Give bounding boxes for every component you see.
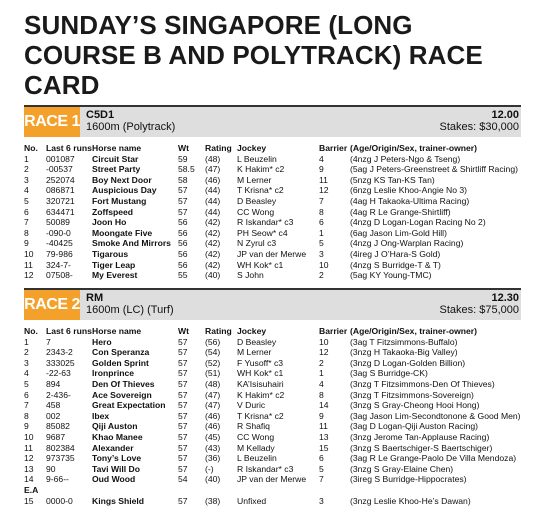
rating: (36) — [205, 453, 221, 464]
horse-details: (3nzg S Gray-Elaine Chen) — [350, 463, 454, 474]
horse-details: (3ag T Fitzsimmons-Buffalo) — [350, 336, 458, 347]
jockey: F Yusoff* c3 — [237, 357, 284, 368]
runner-number: 12 — [24, 453, 34, 464]
weight: 57 — [178, 389, 188, 400]
weight: 58.5 — [178, 164, 195, 175]
runner-number: 3 — [24, 174, 29, 185]
last-six-runs: 634471 — [46, 206, 75, 217]
runner-number: 13 — [24, 463, 34, 474]
runner-number: 11 — [24, 259, 33, 270]
horse-name: Tavi Will Do — [92, 463, 140, 474]
last-six-runs: 9-66-- — [46, 474, 69, 485]
last-six-runs: 2-436- — [46, 389, 71, 400]
rating: (48) — [205, 378, 221, 389]
horse-name: Con Speranza — [92, 347, 150, 358]
col-header-barrier: Barrier — [319, 143, 348, 153]
runner-number: 7 — [24, 217, 29, 228]
table-row — [24, 474, 521, 485]
race-number-badge: RACE 1 — [24, 107, 80, 137]
weight: 57 — [178, 357, 188, 368]
table-row — [24, 496, 521, 507]
col-header-barrier: Barrier — [319, 326, 348, 336]
runner-number: 1 — [24, 336, 29, 347]
emergency-acceptor-label: E.A — [24, 484, 39, 495]
barrier: 1 — [319, 227, 324, 238]
last-six-runs: 7 — [46, 336, 51, 347]
weight: 57 — [178, 347, 188, 358]
col-header-no: No. — [24, 143, 38, 153]
horse-details: (3ireg S Burridge-Hippocrates) — [350, 474, 467, 485]
race-class: C5D1 — [86, 109, 115, 121]
horse-details: (4nzg D Logan-Logan Racing No 2) — [350, 217, 486, 228]
runner-number: 8 — [24, 410, 29, 421]
runner-number: 7 — [24, 400, 29, 411]
last-six-runs: 458 — [46, 400, 61, 411]
horse-details: (6nzg Leslie Khoo-Angie No 3) — [350, 185, 468, 196]
last-six-runs: 07508- — [46, 270, 73, 281]
weight: 54 — [178, 474, 188, 485]
horse-name: Joon Ho — [92, 217, 127, 228]
rating: (56) — [205, 336, 221, 347]
last-six-runs: 85082 — [46, 421, 70, 432]
table-row — [24, 164, 521, 175]
barrier: 11 — [319, 174, 328, 185]
race-2-section — [24, 288, 521, 506]
table-row — [24, 217, 521, 228]
jockey: M Lerner — [237, 347, 272, 358]
rating: (38) — [205, 495, 221, 506]
last-six-runs: -090-0 — [46, 227, 71, 238]
jockey: JP van der Merwe — [237, 474, 307, 485]
table-row — [24, 421, 521, 432]
race-number-badge: RACE 2 — [24, 290, 80, 320]
barrier: 6 — [319, 217, 324, 228]
runner-number: 6 — [24, 389, 29, 400]
runner-number: 9 — [24, 421, 29, 432]
horse-name: Smoke And Mirrors — [92, 238, 171, 249]
col-header-info: (Age/Origin/Sex, trainer-owner) — [350, 143, 478, 153]
runners-table — [24, 143, 521, 281]
table-row — [24, 443, 521, 454]
table-row — [24, 175, 521, 186]
horse-details: (3nzg Jerome Tan-Applause Racing) — [350, 431, 490, 442]
jockey: PH Seow* c4 — [237, 227, 288, 238]
rating: (44) — [205, 195, 221, 206]
weight: 57 — [178, 206, 188, 217]
rating: (48) — [205, 153, 221, 164]
runner-number: 2 — [24, 164, 29, 175]
rating: (44) — [205, 185, 221, 196]
jockey: L Beuzelin — [237, 453, 277, 464]
weight: 57 — [178, 442, 188, 453]
weight: 57 — [178, 495, 188, 506]
runner-number: 8 — [24, 227, 29, 238]
horse-name: Ibex — [92, 410, 110, 421]
barrier: 10 — [319, 336, 329, 347]
horse-details: (4nzg J Ong-Warplan Racing) — [350, 238, 464, 249]
table-row — [24, 379, 521, 390]
rating: (46) — [205, 421, 221, 432]
runners-table — [24, 326, 521, 506]
horse-details: (3ag Jason Lim-Secondtonone & Good Men) — [350, 410, 521, 421]
table-row — [24, 347, 521, 358]
horse-name: Ace Sovereign — [92, 389, 152, 400]
rating: (-) — [205, 463, 214, 474]
jockey: D Beasley — [237, 336, 277, 347]
runner-number: 5 — [24, 378, 29, 389]
jockey: KA’Isisuhairi — [237, 378, 284, 389]
barrier: 7 — [319, 195, 324, 206]
horse-name: Boy Next Door — [92, 174, 152, 185]
last-six-runs: 90 — [46, 463, 56, 474]
last-six-runs: 320721 — [46, 195, 75, 206]
horse-name: Golden Sprint — [92, 357, 149, 368]
barrier: 5 — [319, 238, 324, 249]
horse-details: (6ag Jason Lim-Gold Hill) — [350, 227, 447, 238]
rating: (45) — [205, 431, 221, 442]
rating: (42) — [205, 259, 221, 270]
race-class: RM — [86, 292, 104, 304]
table-row — [24, 270, 521, 281]
weight: 55 — [178, 270, 188, 281]
weight: 57 — [178, 185, 188, 196]
last-six-runs: 973735 — [46, 453, 75, 464]
jockey: V Duric — [237, 400, 266, 411]
runner-number: 15 — [24, 495, 34, 506]
horse-name: Oud Wood — [92, 474, 136, 485]
weight: 56 — [178, 259, 188, 270]
barrier: 15 — [319, 442, 329, 453]
barrier: 7 — [319, 474, 324, 485]
col-header-rating: Rating — [205, 326, 232, 336]
runner-number: 3 — [24, 357, 29, 368]
horse-details: (3nzg H Takaoka-Big Valley) — [350, 347, 458, 358]
last-six-runs: -00537 — [46, 164, 73, 175]
last-six-runs: 50089 — [46, 217, 70, 228]
last-six-runs: 894 — [46, 378, 61, 389]
table-row — [24, 411, 521, 422]
col-header-form: Last 6 runs — [46, 326, 92, 336]
barrier: 3 — [319, 248, 324, 259]
horse-details: (3nzg Leslie Khoo-He’s Dawan) — [350, 495, 471, 506]
horse-details: (3nzg S Gray-Cheong Hooi Hong) — [350, 400, 480, 411]
last-six-runs: 001087 — [46, 153, 75, 164]
barrier: 14 — [319, 400, 329, 411]
rating: (46) — [205, 410, 221, 421]
weight: 57 — [178, 453, 188, 464]
horse-name: Fort Mustang — [92, 195, 147, 206]
table-row — [24, 432, 521, 443]
race-course: 1600m (LC) (Turf) — [86, 304, 174, 316]
barrier: 8 — [319, 389, 324, 400]
horse-details: (4nzg J Peters-Ngo & Tseng) — [350, 153, 461, 164]
horse-name: Khao Manee — [92, 431, 143, 442]
runners-list — [24, 337, 521, 507]
emergency-acceptor-row — [24, 485, 521, 496]
barrier: 4 — [319, 378, 324, 389]
horse-name: Ironprince — [92, 368, 135, 379]
rating: (42) — [205, 248, 221, 259]
horse-name: Alexander — [92, 442, 134, 453]
last-six-runs: 79-986 — [46, 248, 73, 259]
col-header-weight: Wt — [178, 143, 189, 153]
barrier: 6 — [319, 453, 324, 464]
horse-name: Street Party — [92, 164, 141, 175]
last-six-runs: 333025 — [46, 357, 75, 368]
race-course: 1600m (Polytrack) — [86, 121, 176, 133]
runner-number: 10 — [24, 248, 34, 259]
table-row — [24, 207, 521, 218]
table-row — [24, 400, 521, 411]
col-header-jockey: Jockey — [237, 143, 267, 153]
last-six-runs: 002 — [46, 410, 61, 421]
horse-name: Den Of Thieves — [92, 378, 155, 389]
runner-number: 12 — [24, 270, 34, 281]
rating: (44) — [205, 206, 221, 217]
weight: 58 — [178, 174, 188, 185]
col-header-info: (Age/Origin/Sex, trainer-owner) — [350, 326, 478, 336]
race-time: 12.00 — [491, 109, 519, 121]
rating: (40) — [205, 270, 221, 281]
table-row — [24, 238, 521, 249]
weight: 59 — [178, 153, 188, 164]
horse-details: (4ag H Takaoka-Ultima Racing) — [350, 195, 470, 206]
weight: 56 — [178, 248, 188, 259]
horse-name: Qiji Auston — [92, 421, 138, 432]
last-six-runs: -40425 — [46, 238, 73, 249]
barrier: 12 — [319, 185, 329, 196]
table-header-row — [24, 143, 521, 154]
runner-number: 6 — [24, 206, 29, 217]
table-row — [24, 249, 521, 260]
col-header-form: Last 6 runs — [46, 143, 92, 153]
runner-number: 2 — [24, 347, 29, 358]
race-time: 12.30 — [491, 292, 519, 304]
last-six-runs: 086871 — [46, 185, 75, 196]
rating: (43) — [205, 442, 221, 453]
runner-number: 10 — [24, 431, 34, 442]
barrier: 5 — [319, 463, 324, 474]
rating: (42) — [205, 227, 221, 238]
jockey: T Krisna* c2 — [237, 185, 284, 196]
runner-number: 14 — [24, 474, 34, 485]
jockey: WH Kok* c1 — [237, 259, 284, 270]
horse-name: Tigarous — [92, 248, 129, 259]
weight: 57 — [178, 378, 188, 389]
runner-number: 9 — [24, 238, 29, 249]
race-stakes: Stakes: $30,000 — [439, 121, 519, 133]
last-six-runs: 324-7- — [46, 259, 71, 270]
horse-details: (5nzg KS Tan-KS Tan) — [350, 174, 435, 185]
runner-number: 4 — [24, 368, 29, 379]
table-row — [24, 368, 521, 379]
horse-details: (3ag R Le Grange-Paolo De Villa Mendoza) — [350, 453, 517, 464]
weight: 57 — [178, 195, 188, 206]
barrier: 12 — [319, 347, 329, 358]
runner-number: 4 — [24, 185, 29, 196]
col-header-jockey: Jockey — [237, 326, 267, 336]
weight: 57 — [178, 431, 188, 442]
jockey: R Shafiq — [237, 421, 270, 432]
runner-number: 11 — [24, 442, 33, 453]
race-header — [24, 105, 521, 137]
jockey: JP van der Merwe — [237, 248, 307, 259]
jockey: D Beasley — [237, 195, 277, 206]
horse-name: Circuit Star — [92, 153, 139, 164]
jockey: M Lerner — [237, 174, 272, 185]
page-title: SUNDAY’S SINGAPORE (LONG COURSE B AND POLYTRACK) RACE CARD — [24, 10, 483, 100]
last-six-runs: 9687 — [46, 431, 66, 442]
runner-number: 5 — [24, 195, 29, 206]
table-row — [24, 260, 521, 271]
last-six-runs: 2343-2 — [46, 347, 73, 358]
table-row — [24, 154, 521, 165]
race-1-section — [24, 105, 521, 281]
col-header-horse: Horse name — [92, 143, 142, 153]
jockey: T Krisna* c2 — [237, 410, 284, 421]
horse-details: (3nzg D Logan-Golden Billion) — [350, 357, 466, 368]
rating: (40) — [205, 474, 221, 485]
weight: 57 — [178, 400, 188, 411]
horse-details: (4nzg S Burridge-T & T) — [350, 259, 441, 270]
last-six-runs: 252074 — [46, 174, 75, 185]
table-row — [24, 228, 521, 239]
jockey: CC Wong — [237, 431, 275, 442]
weight: 56 — [178, 227, 188, 238]
horse-details: (3ag S Burridge-CK) — [350, 368, 428, 379]
jockey: R Iskandar* c3 — [237, 463, 294, 474]
rating: (54) — [205, 347, 221, 358]
col-header-weight: Wt — [178, 326, 189, 336]
table-row — [24, 390, 521, 401]
col-header-horse: Horse name — [92, 326, 142, 336]
barrier: 2 — [319, 357, 324, 368]
table-row — [24, 453, 521, 464]
horse-details: (5ag KY Young-TMC) — [350, 270, 432, 281]
weight: 57 — [178, 410, 188, 421]
race-stakes: Stakes: $75,000 — [439, 304, 519, 316]
barrier: 4 — [319, 153, 324, 164]
table-row — [24, 337, 521, 348]
rating: (51) — [205, 368, 221, 379]
rating: (42) — [205, 238, 221, 249]
jockey: M Kellady — [237, 442, 275, 453]
jockey: L Beuzelin — [237, 153, 277, 164]
horse-details: (3ag D Logan-Qiji Auston Racing) — [350, 421, 479, 432]
table-row — [24, 358, 521, 369]
rating: (47) — [205, 400, 221, 411]
jockey: Unfixed — [237, 495, 267, 506]
last-six-runs: 0000-0 — [46, 495, 73, 506]
col-header-rating: Rating — [205, 143, 232, 153]
horse-name: Auspicious Day — [92, 185, 157, 196]
last-six-runs: -22-63 — [46, 368, 71, 379]
barrier: 9 — [319, 164, 324, 175]
jockey: K Hakim* c2 — [237, 164, 285, 175]
rating: (52) — [205, 357, 221, 368]
jockey: S John — [237, 270, 264, 281]
jockey: K Hakim* c2 — [237, 389, 285, 400]
horse-name: Kings Shield — [92, 495, 145, 506]
last-six-runs: 802384 — [46, 442, 75, 453]
horse-name: Hero — [92, 336, 112, 347]
runner-number: 1 — [24, 153, 29, 164]
barrier: 8 — [319, 206, 324, 217]
table-row — [24, 464, 521, 475]
barrier: 3 — [319, 495, 324, 506]
jockey: CC Wong — [237, 206, 275, 217]
barrier: 10 — [319, 259, 329, 270]
horse-name: Great Expectation — [92, 400, 166, 411]
weight: 57 — [178, 368, 188, 379]
table-header-row — [24, 326, 521, 337]
barrier: 11 — [319, 421, 328, 432]
jockey: N Zyrul c3 — [237, 238, 277, 249]
rating: (47) — [205, 164, 221, 175]
rating: (47) — [205, 389, 221, 400]
horse-name: Tony’s Love — [92, 453, 142, 464]
barrier: 13 — [319, 431, 329, 442]
rating: (42) — [205, 217, 221, 228]
rating: (46) — [205, 174, 221, 185]
race-header — [24, 288, 521, 320]
weight: 56 — [178, 217, 188, 228]
horse-details: (3nzg T Fitzsimmons-Sovereign) — [350, 389, 474, 400]
weight: 57 — [178, 336, 188, 347]
barrier: 2 — [319, 270, 324, 281]
horse-details: (5ag J Peters-Greenstreet & Shirtliff Racing) — [350, 164, 518, 175]
jockey: R Iskandar* c3 — [237, 217, 294, 228]
weight: 56 — [178, 238, 188, 249]
table-row — [24, 196, 521, 207]
col-header-no: No. — [24, 326, 38, 336]
table-row — [24, 185, 521, 196]
weight: 57 — [178, 463, 188, 474]
horse-name: Zoffspeed — [92, 206, 134, 217]
runners-list — [24, 154, 521, 281]
horse-name: My Everest — [92, 270, 138, 281]
horse-details: (3nzg S Baertschiger-S Baertschiger) — [350, 442, 493, 453]
barrier: 9 — [319, 410, 324, 421]
horse-details: (3nzg T Fitzsimmons-Den Of Thieves) — [350, 378, 495, 389]
jockey: WH Kok* c1 — [237, 368, 284, 379]
horse-name: Moongate Five — [92, 227, 153, 238]
barrier: 1 — [319, 368, 324, 379]
horse-details: (4ag R Le Grange-Shirtliff) — [350, 206, 451, 217]
weight: 57 — [178, 421, 188, 432]
horse-details: (4ireg J O’Hara-S Gold) — [350, 248, 441, 259]
horse-name: Tiger Leap — [92, 259, 136, 270]
